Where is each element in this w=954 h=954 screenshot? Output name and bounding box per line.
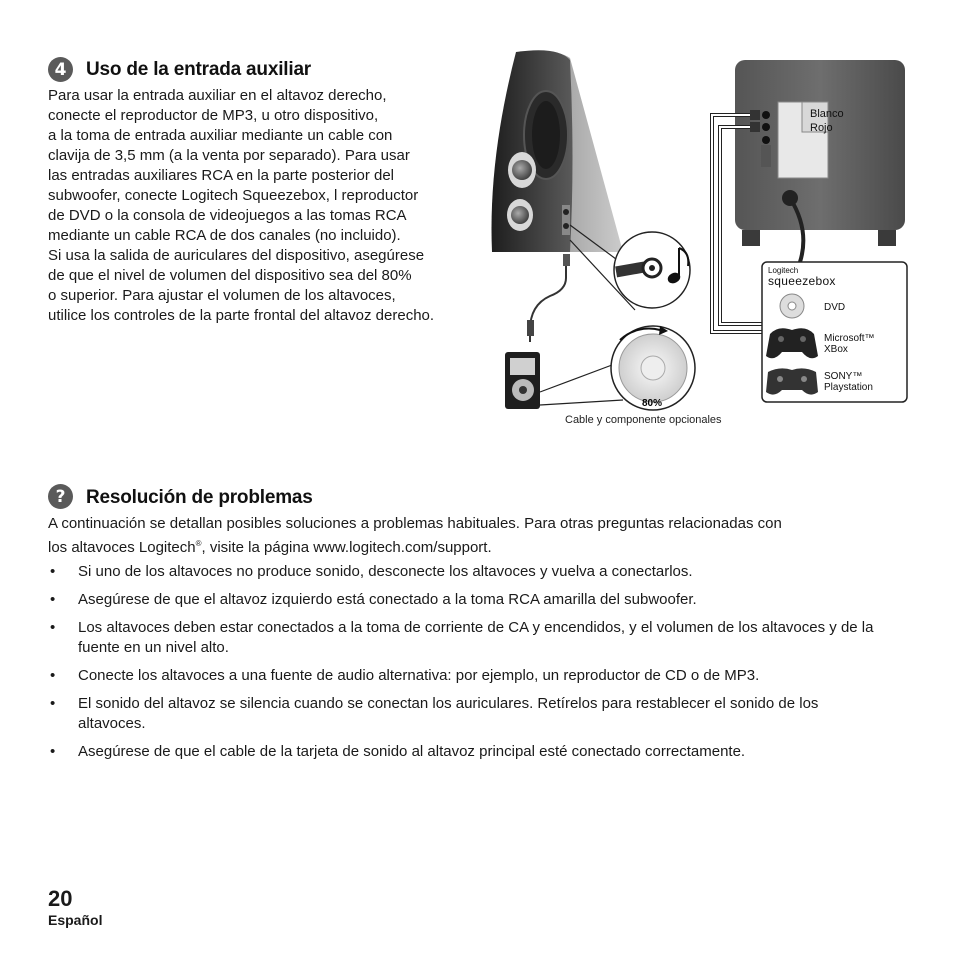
list-item bbox=[48, 666, 888, 686]
list-item-text: Asegúrese de que el altavoz izquierdo está conectado a la toma RCA amarilla del subwoofer. bbox=[78, 591, 697, 608]
list-item bbox=[48, 618, 888, 658]
diagram-caption: Cable y componente opcionales bbox=[565, 414, 722, 426]
aux-paragraph-line: a la toma de entrada auxiliar mediante un cable con bbox=[48, 127, 393, 144]
sony-label-line2: Playstation bbox=[824, 382, 873, 393]
mp3-player-icon bbox=[505, 352, 540, 409]
section-title-troubleshooting: Resolución de problemas bbox=[86, 487, 313, 508]
step-number-icon: 4 bbox=[48, 57, 73, 82]
aux-paragraph-line: conecte el reproductor de MP3, u otro dispositivo, bbox=[48, 107, 379, 124]
page-number: 20 bbox=[48, 886, 73, 911]
list-item-text: El sonido del altavoz se silencia cuando se conectan los auriculares. Retírelos para restablecer el sonido de los altavoces. bbox=[78, 695, 819, 732]
bullet-icon: • bbox=[50, 591, 56, 608]
language-label: Español bbox=[48, 912, 103, 928]
intro-line-2a: los altavoces Logitech bbox=[48, 539, 196, 556]
aux-paragraph-line: Para usar la entrada auxiliar en el altavoz derecho, bbox=[48, 87, 387, 104]
section-title-aux: Uso de la entrada auxiliar bbox=[86, 59, 311, 80]
aux-paragraph-line: de que el nivel de volumen del dispositivo sea del 80% bbox=[48, 267, 412, 284]
registered-mark: ® bbox=[195, 539, 202, 548]
bullet-icon: • bbox=[50, 695, 56, 712]
list-item-text: Asegúrese de que el cable de la tarjeta de sonido al altavoz principal esté conectado correctamente. bbox=[78, 743, 746, 760]
aux-paragraph-line: clavija de 3,5 mm (a la venta por separado). Para usar bbox=[48, 147, 410, 164]
aux-paragraph bbox=[48, 86, 478, 326]
list-item-text: Los altavoces deben estar conectados a la toma de corriente de CA y encendidos, y el volumen de los altavoces y de la fuente en un nivel alto. bbox=[78, 619, 874, 656]
bullet-icon: • bbox=[50, 563, 56, 580]
red-label: Rojo bbox=[810, 122, 833, 134]
subwoofer-icon bbox=[735, 60, 905, 246]
list-item bbox=[48, 742, 888, 762]
aux-paragraph-line: Si usa la salida de auriculares del dispositivo, asegúrese bbox=[48, 247, 425, 264]
speaker-icon bbox=[492, 50, 624, 252]
list-item bbox=[48, 694, 888, 734]
bullet-icon: • bbox=[50, 667, 56, 684]
troubleshooting-intro bbox=[48, 514, 908, 558]
logitech-brand: Logitech bbox=[768, 266, 799, 275]
list-item bbox=[48, 590, 888, 610]
aux-paragraph-line: o superior. Para ajustar el volumen de los altavoces, bbox=[48, 287, 396, 304]
list-item-text: Conecte los altavoces a una fuente de audio alternativa: por ejemplo, un reproductor de CD o de MP3. bbox=[78, 667, 760, 684]
aux-paragraph-line: las entradas auxiliares RCA en la parte posterior del bbox=[48, 167, 395, 184]
intro-line-2b: , visite la página www.logitech.com/support. bbox=[201, 539, 492, 556]
list-item-text: Si uno de los altavoces no produce sonido, desconecte los altavoces y vuelva a conectarlos. bbox=[78, 563, 693, 580]
dvd-label: DVD bbox=[824, 302, 846, 313]
question-icon: ? bbox=[48, 484, 73, 509]
dvd-icon bbox=[780, 294, 804, 318]
troubleshooting-list bbox=[48, 562, 888, 770]
volume-level-label: 80% bbox=[642, 398, 663, 409]
aux-paragraph-line: utilice los controles de la parte frontal del altavoz derecho. bbox=[48, 307, 435, 324]
aux-paragraph-line: mediante un cable RCA de dos canales (no incluido). bbox=[48, 227, 401, 244]
list-item bbox=[48, 562, 888, 582]
bullet-icon: • bbox=[50, 619, 56, 636]
aux-paragraph-line: subwoofer, conecte Logitech Squeezebox, l reproductor bbox=[48, 187, 419, 204]
xbox-label-line2: XBox bbox=[824, 344, 848, 355]
sony-label-line1: SONY™ bbox=[824, 371, 863, 382]
xbox-label-line1: Microsoft™ bbox=[824, 333, 875, 344]
squeezebox-brand: squeezebox bbox=[768, 274, 836, 288]
bullet-icon: • bbox=[50, 743, 56, 760]
aux-paragraph-line: de DVD o la consola de videojuegos a las tomas RCA bbox=[48, 207, 407, 224]
intro-line-1: A continuación se detallan posibles soluciones a problemas habituales. Para otras preguntas relacionadas con bbox=[48, 515, 782, 532]
white-label: Blanco bbox=[810, 108, 844, 120]
